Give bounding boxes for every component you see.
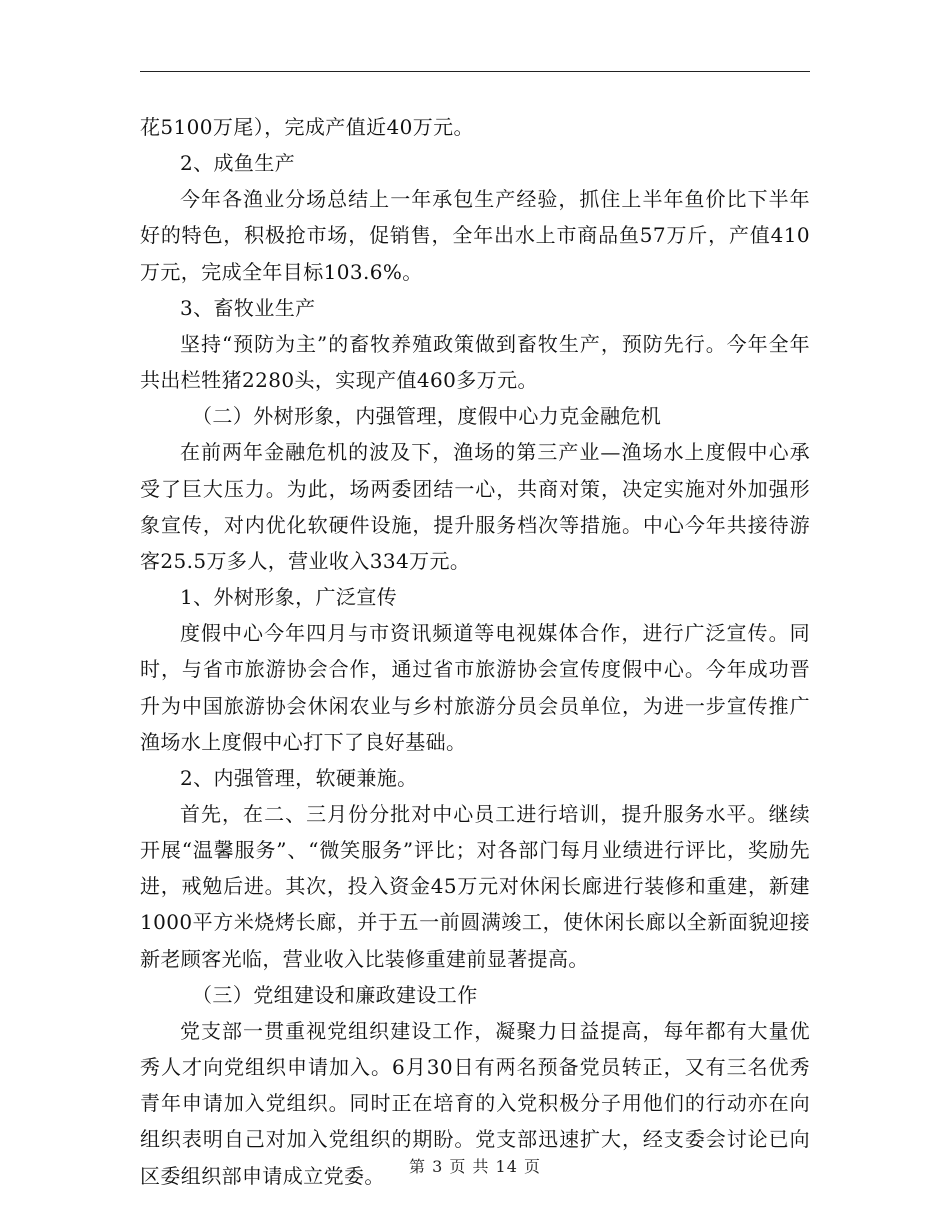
paragraph: 首先，在二、三月份分批对中心员工进行培训，提升服务水平。继续开展“温馨服务”、“微笑服务”评比；对各部门每月业绩进行评比，奖励先进，戒勉后进。其次，投入资金45万元对休闲长廊进行装修和重建，新建1000平方米烧烤长廊，并于五一前圆满竣工，使休闲长廊以全新面貌迎接新老顾客光临，营业收入比装修重建前显著提高。 [140,801,810,971]
paragraph: 度假中心今年四月与市资讯频道等电视媒体合作，进行广泛宣传。同时，与省市旅游协会合作，通过省市旅游协会宣传度假中心。今年成功晋升为中国旅游协会休闲农业与乡村旅游分员会员单位，为进一步宣传推广渔场水上度假中心打下了良好基础。 [140,621,810,754]
section-heading: 2、内强管理，软硬兼施。 [180,765,418,790]
page-footer [0,1154,950,1177]
section-heading: 3、畜牧业生产 [180,295,316,320]
chapter-heading: （二）外树形象，内强管理，度假中心力克金融危机 [192,404,662,429]
header-rule [140,71,810,72]
page-number: 第 3 页 共 14 页 [409,1157,541,1176]
document-body [140,109,810,1194]
paragraph: 花5100万尾），完成产值近40万元。 [140,115,474,139]
chapter-heading: （三）党组建设和廉政建设工作 [192,982,478,1007]
paragraph: 党支部一贯重视党组织建设工作，凝聚力日益提高，每年都有大量优秀人才向党组织申请加入。6月30日有两名预备党员转正，又有三名优秀青年申请加入党组织。同时正在培育的入党积极分子用他们的行动亦在向组织表明自己对加入党组织的期盼。党支部迅速扩大，经支委会讨论已向区委组织部申请成立党委。 [140,1018,810,1188]
section-heading: 1、外树形象，广泛宣传 [180,585,398,610]
paragraph: 在前两年金融危机的波及下，渔场的第三产业—渔场水上度假中心承受了巨大压力。为此，场两委团结一心，共商对策，决定实施对外加强形象宣传，对内优化软硬件设施，提升服务档次等措施。中心今年共接待游客25.5万多人，营业收入334万元。 [140,440,810,573]
paragraph: 今年各渔业分场总结上一年承包生产经验，抓住上半年鱼价比下半年好的特色，积极抢市场，促销售，全年出水上市商品鱼57万斤，产值410万元，完成全年目标103.6%。 [140,187,810,284]
paragraph: 坚持“预防为主”的畜牧养殖政策做到畜牧生产，预防先行。今年全年共出栏牲猪2280头，实现产值460多万元。 [140,331,810,393]
section-heading: 2、成鱼生产 [180,151,296,176]
